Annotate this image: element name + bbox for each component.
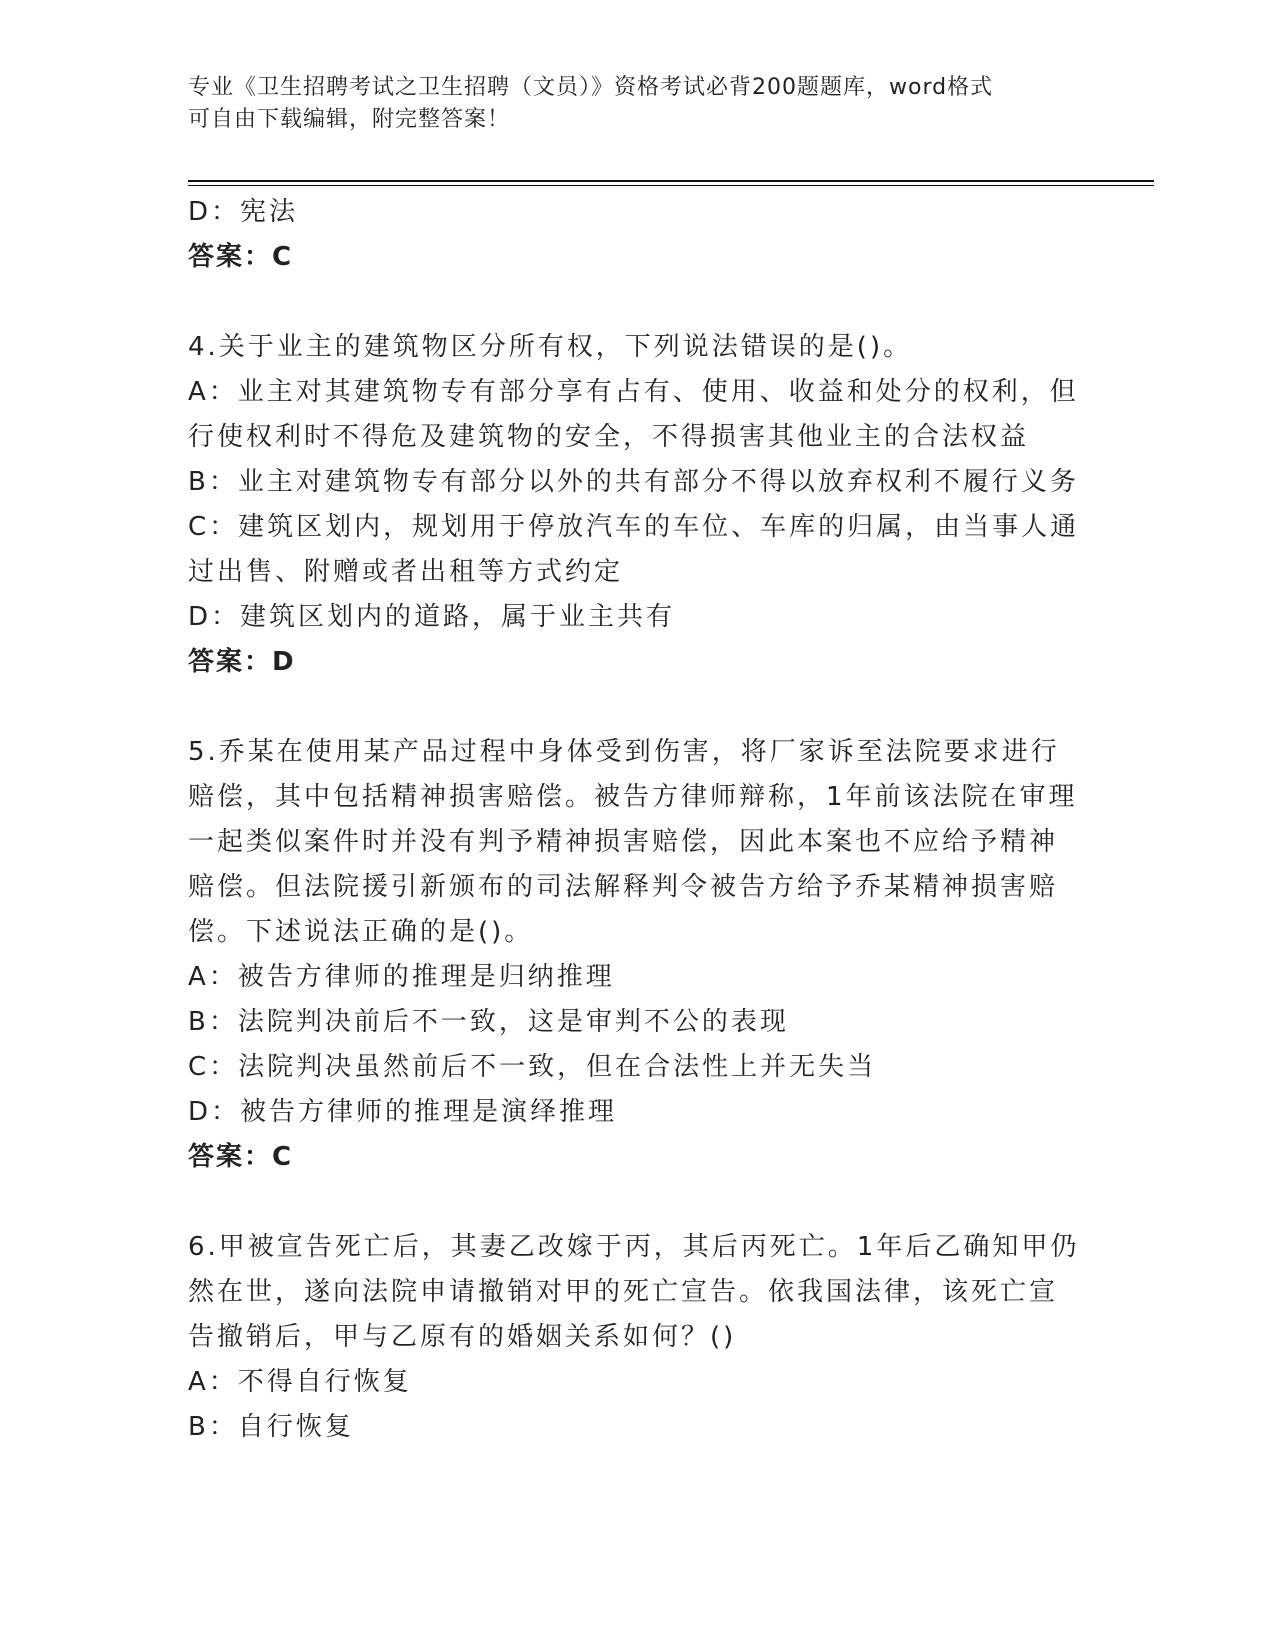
q4-stem: 4.关于业主的建筑物区分所有权，下列说法错误的是()。 <box>188 332 913 362</box>
q5-stem-line-2: 赔偿，其中包括精神损害赔偿。被告方律师辩称，1年前该法院在审理 <box>188 782 1078 812</box>
q3-option-d: D：宪法 <box>188 197 299 227</box>
q5-stem-line-3: 一起类似案件时并没有判予精神损害赔偿，因此本案也不应给予精神 <box>188 827 1059 857</box>
header-title-line-2: 可自由下载编辑，附完整答案！ <box>188 107 511 132</box>
spacer <box>188 280 1088 325</box>
q4-option-a-line-2: 行使权利时不得危及建筑物的安全，不得损害其他业主的合法权益 <box>188 422 1030 452</box>
q6-option-b: B：自行恢复 <box>188 1412 354 1442</box>
q5-answer: 答案：C <box>188 1142 294 1172</box>
spacer <box>188 685 1088 730</box>
q4-answer: 答案：D <box>188 647 296 677</box>
q4-option-c-line-1: C：建筑区划内，规划用于停放汽车的车位、车库的归属，由当事人通 <box>188 512 1080 542</box>
q4-option-b: B：业主对建筑物专有部分以外的共有部分不得以放弃权利不履行义务 <box>188 467 1079 497</box>
q5-option-a: A：被告方律师的推理是归纳推理 <box>188 962 615 992</box>
spacer <box>188 1180 1088 1225</box>
q5-stem-line-5: 偿。下述说法正确的是()。 <box>188 917 534 947</box>
q3-answer: 答案：C <box>188 242 294 272</box>
header-divider <box>188 180 1154 186</box>
q6-stem-line-1: 6.甲被宣告死亡后，其妻乙改嫁于丙，其后丙死亡。1年后乙确知甲仍 <box>188 1232 1080 1262</box>
page-header <box>188 72 1088 136</box>
q5-option-c: C：法院判决虽然前后不一致，但在合法性上并无失当 <box>188 1052 877 1082</box>
q4-option-d: D：建筑区划内的道路，属于业主共有 <box>188 602 676 632</box>
q6-stem-line-3: 告撤销后，甲与乙原有的婚姻关系如何？() <box>188 1322 737 1352</box>
header-title-line-1: 专业《卫生招聘考试之卫生招聘（文员）》资格考试必背200题题库，word格式 <box>188 75 994 100</box>
question-5 <box>188 730 1088 1180</box>
q4-option-a-line-1: A：业主对其建筑物专有部分享有占有、使用、收益和处分的权利，但 <box>188 377 1079 407</box>
q6-option-a: A：不得自行恢复 <box>188 1367 412 1397</box>
q5-stem-line-4: 赔偿。但法院援引新颁布的司法解释判令被告方给予乔某精神损害赔 <box>188 872 1059 902</box>
q6-stem-line-2: 然在世，遂向法院申请撤销对甲的死亡宣告。依我国法律，该死亡宣 <box>188 1277 1059 1307</box>
question-4 <box>188 325 1088 685</box>
q5-option-d: D：被告方律师的推理是演绎推理 <box>188 1097 618 1127</box>
question-content <box>188 190 1088 1450</box>
q5-option-b: B：法院判决前后不一致，这是审判不公的表现 <box>188 1007 789 1037</box>
q4-option-c-line-2: 过出售、附赠或者出租等方式约定 <box>188 557 624 587</box>
question-3-tail <box>188 190 1088 280</box>
question-6 <box>188 1225 1088 1450</box>
q5-stem-line-1: 5.乔某在使用某产品过程中身体受到伤害，将厂家诉至法院要求进行 <box>188 737 1060 767</box>
